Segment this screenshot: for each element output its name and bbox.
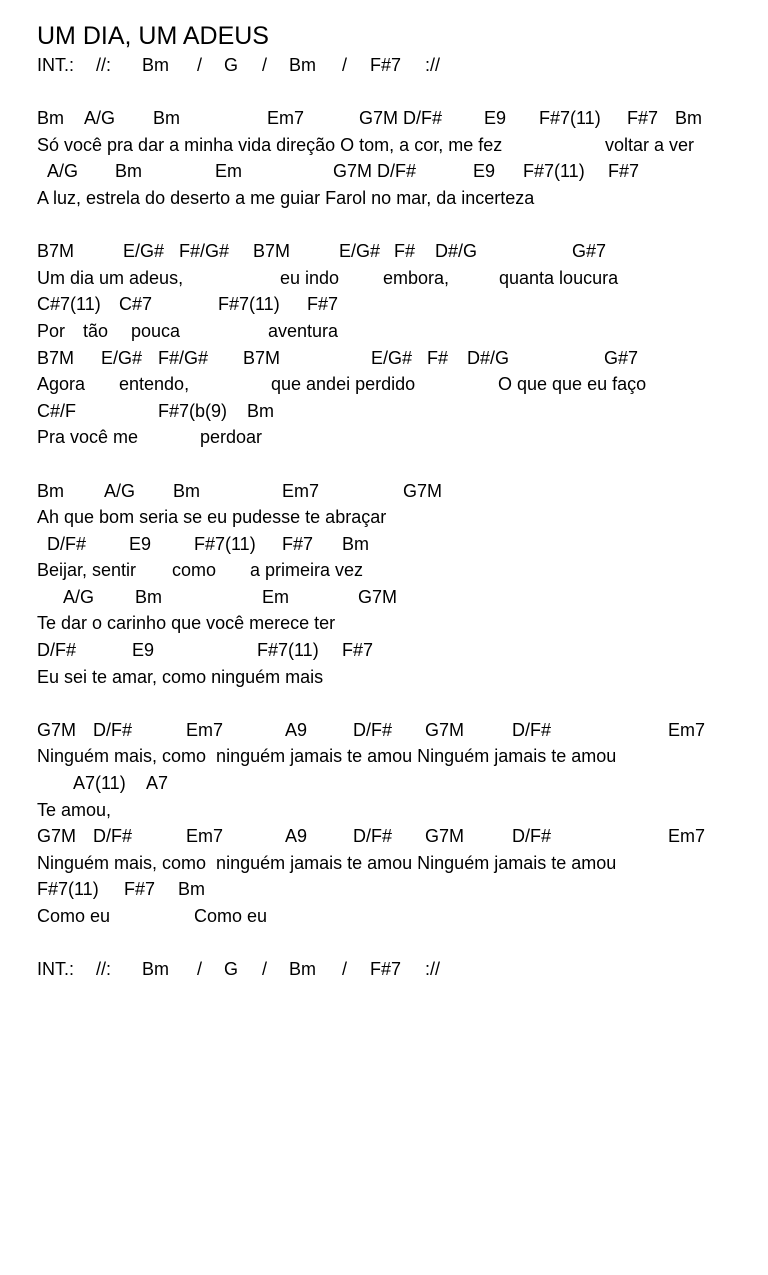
chord: D/F# [353, 826, 393, 847]
chord: E/G# [101, 347, 143, 368]
chord: Em [262, 586, 289, 607]
lyric: que andei perdido [271, 374, 416, 395]
chord-sheet [37, 20, 757, 983]
chord: Em7 [186, 719, 224, 740]
chord: D/F# [93, 719, 133, 740]
chord: D/F# [37, 640, 77, 661]
chord: Em7 [186, 826, 224, 847]
chord: F#7(11) [37, 879, 99, 900]
chord: F# [427, 347, 449, 368]
chord: A/G [63, 586, 95, 607]
separator: / [342, 959, 348, 980]
repeat-start: //: [96, 959, 112, 980]
chord-line [37, 158, 757, 185]
lyric-line [37, 132, 757, 159]
lyric-line [37, 424, 757, 451]
chord: G7M [37, 826, 77, 847]
lyric-line [37, 610, 757, 637]
chord: D/F# [512, 719, 552, 740]
lyric: Pra você me [37, 427, 139, 448]
chord: Bm [37, 108, 64, 129]
lyric: Como eu [194, 906, 268, 926]
lyric-line [37, 504, 757, 531]
lyric: Ninguém mais, como ninguém jamais te amou Ninguém jamais te amou [37, 746, 617, 767]
intro-label: INT.: [37, 55, 75, 75]
chord: Bm [135, 586, 162, 607]
chord: G7M D/F# [333, 161, 417, 182]
chord: E/G# [371, 347, 413, 368]
chord: Bm [289, 959, 316, 980]
chord-line [37, 105, 757, 132]
chord: F# [394, 241, 416, 262]
chord: D/F# [512, 826, 552, 847]
chord: F#/G# [179, 241, 230, 262]
chord: G#7 [572, 241, 607, 262]
lyric: Te dar o carinho que você merece ter [37, 613, 336, 634]
lyric-line [37, 265, 757, 292]
chord-line [37, 398, 757, 425]
stanza-gap [37, 451, 757, 478]
lyric: como [172, 560, 217, 581]
chord: F#7 [307, 294, 339, 315]
stanza-gap [37, 930, 757, 957]
chord: Bm [178, 879, 205, 900]
chord: F#/G# [158, 347, 209, 368]
chord: B7M [37, 347, 75, 368]
lyric-line [37, 850, 757, 877]
chord: Bm [37, 480, 64, 501]
separator: / [197, 55, 203, 75]
chord: Bm [153, 108, 180, 129]
chord-line [37, 823, 757, 850]
stanza-gap [37, 79, 757, 106]
chord: A9 [285, 719, 308, 740]
lyric: a primeira vez [250, 560, 364, 581]
chord: E9 [129, 533, 152, 554]
intro-label: INT.: [37, 959, 75, 980]
lyric: perdoar [200, 427, 263, 448]
chord: F#7 [627, 108, 659, 129]
chord: Bm [173, 480, 200, 501]
chord: B7M [243, 347, 281, 368]
lyric: voltar a ver [605, 134, 695, 155]
lyric: pouca [131, 320, 181, 341]
lyric: Eu sei te amar, como ninguém mais [37, 666, 324, 687]
chord: Em [215, 161, 242, 182]
chord-line [37, 478, 757, 505]
chord-line [37, 291, 757, 318]
chord: F#7 [282, 533, 314, 554]
lyric-line [37, 743, 757, 770]
chord: G7M [403, 480, 443, 501]
chord: E/G# [339, 241, 381, 262]
chord: Bm [675, 108, 702, 129]
chord-line [37, 717, 757, 744]
chord: F#7 [124, 879, 156, 900]
chord: E9 [132, 640, 155, 661]
lyric-line [37, 318, 757, 345]
lyric: O que que eu faço [498, 374, 647, 395]
chord: G7M [358, 586, 398, 607]
lyric-line [37, 903, 757, 930]
separator: / [262, 959, 268, 980]
chord: D#/G [435, 241, 478, 262]
chord: B7M [37, 241, 75, 262]
chord: F#7 [370, 55, 402, 75]
chord: Em7 [267, 108, 305, 129]
chord-line [37, 238, 757, 265]
chord: D/F# [93, 826, 133, 847]
chord: G7M [425, 826, 465, 847]
chord-line [37, 637, 757, 664]
lyric: Beijar, sentir [37, 560, 137, 581]
lyric: eu indo [280, 267, 340, 288]
chord: F#7(11) [218, 294, 280, 315]
chord: Em7 [668, 719, 706, 740]
lyric: Como eu [37, 906, 111, 926]
chord: F#7(11) [194, 533, 256, 554]
chord: B7M [253, 241, 291, 262]
chord: F#7 [370, 959, 402, 980]
lyric: A luz, estrela do deserto a me guiar Farol no mar, da incerteza [37, 187, 535, 208]
chord-line [37, 531, 757, 558]
chord: A7 [146, 773, 169, 794]
chord: D#/G [467, 347, 510, 368]
chord-line [37, 584, 757, 611]
chord: E9 [473, 161, 496, 182]
chord: Em7 [668, 826, 706, 847]
chord-line [37, 770, 757, 797]
intro-line-top [37, 52, 757, 79]
chord: D/F# [353, 719, 393, 740]
chord: F#7(11) [523, 161, 585, 182]
chord: A9 [285, 826, 308, 847]
repeat-end: :// [425, 55, 441, 75]
chord: Bm [342, 533, 369, 554]
chord: F#7 [342, 640, 374, 661]
chord: Bm [142, 959, 169, 980]
lyric: quanta loucura [499, 267, 619, 288]
chord: E/G# [123, 241, 165, 262]
chord: C#7(11) [37, 294, 101, 315]
lyric: entendo, [119, 374, 190, 395]
chord: G [224, 55, 239, 75]
chord: G7M [425, 719, 465, 740]
chord-line [37, 345, 757, 372]
chord: F#7(11) [539, 108, 601, 129]
chord: Bm [289, 55, 316, 75]
chord: A7(11) [73, 773, 126, 794]
chord-line [37, 876, 757, 903]
chord: C#/F [37, 400, 77, 421]
lyric-line [37, 797, 757, 824]
separator: / [262, 55, 268, 75]
lyric-line [37, 557, 757, 584]
chord: A/G [47, 161, 79, 182]
separator: / [197, 959, 203, 980]
lyric: embora, [383, 267, 450, 288]
chord: F#7(b(9) [158, 400, 228, 421]
chord: Bm [247, 400, 274, 421]
lyric-line [37, 664, 757, 691]
chord: G7M [37, 719, 77, 740]
stanza-gap [37, 690, 757, 717]
lyric: Agora [37, 374, 86, 395]
song-title: UM DIA, UM ADEUS [37, 22, 269, 50]
chord: F#7 [608, 161, 640, 182]
lyric: Ah que bom seria se eu pudesse te abraçar [37, 507, 387, 528]
lyric: Ninguém mais, como ninguém jamais te amou Ninguém jamais te amou [37, 852, 617, 873]
chord: Bm [115, 161, 142, 182]
lyric: Um dia um adeus, [37, 267, 184, 288]
chord: D/F# [47, 533, 87, 554]
chord: G#7 [604, 347, 639, 368]
chord: Em7 [282, 480, 320, 501]
separator: / [342, 55, 348, 75]
chord: Bm [142, 55, 169, 75]
chord: G7M D/F# [359, 108, 443, 129]
lyric: Te amou, [37, 799, 112, 820]
chord: C#7 [119, 294, 153, 315]
intro-line-bottom [37, 956, 757, 983]
chord: A/G [104, 480, 136, 501]
repeat-end: :// [425, 959, 441, 980]
repeat-start: //: [96, 55, 112, 75]
lyric-line [37, 371, 757, 398]
chord: A/G [84, 108, 116, 129]
lyric: aventura [268, 320, 339, 341]
lyric: Por [37, 320, 66, 341]
lyric-line [37, 185, 757, 212]
lyric: tão [83, 320, 109, 341]
chord: G [224, 959, 239, 980]
lyric: Só você pra dar a minha vida direção O tom, a cor, me fez [37, 134, 503, 155]
stanza-gap [37, 212, 757, 239]
chord: E9 [484, 108, 507, 129]
chord: F#7(11) [257, 640, 319, 661]
